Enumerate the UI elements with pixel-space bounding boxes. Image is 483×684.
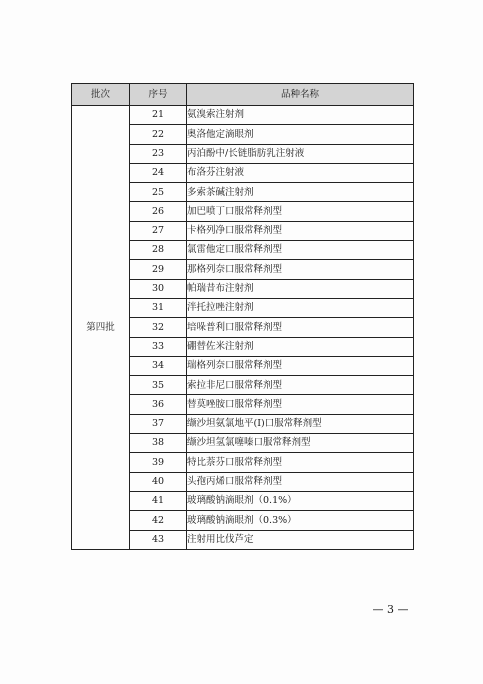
drug-name-cell: 索拉非尼口服常释剂型 — [187, 376, 414, 395]
serial-number-cell: 26 — [130, 202, 187, 221]
serial-number-cell: 24 — [130, 163, 187, 182]
serial-number-cell: 29 — [130, 260, 187, 279]
drug-name-cell: 丙泊酚中/长链脂肪乳注射液 — [187, 144, 414, 163]
header-drug-name: 品种名称 — [187, 84, 414, 106]
drug-name-cell: 奥洛他定滴眼剂 — [187, 125, 414, 144]
serial-number-cell: 22 — [130, 125, 187, 144]
drug-name-cell: 硼替佐米注射剂 — [187, 337, 414, 356]
serial-number-cell: 33 — [130, 337, 187, 356]
drug-name-cell: 那格列奈口服常释剂型 — [187, 260, 414, 279]
serial-number-cell: 34 — [130, 356, 187, 375]
drug-name-cell: 缬沙坦氨氯地平(Ⅰ)口服常释剂型 — [187, 414, 414, 433]
header-batch: 批次 — [72, 84, 130, 106]
serial-number-cell: 43 — [130, 530, 187, 549]
serial-number-cell: 39 — [130, 453, 187, 472]
serial-number-cell: 28 — [130, 241, 187, 260]
serial-number-cell: 25 — [130, 183, 187, 202]
serial-number-cell: 37 — [130, 414, 187, 433]
drug-name-cell: 加巴喷丁口服常释剂型 — [187, 202, 414, 221]
serial-number-cell: 42 — [130, 511, 187, 530]
table-header-row — [72, 84, 414, 106]
drug-name-cell: 替莫唑胺口服常释剂型 — [187, 395, 414, 414]
drug-name-cell: 玻璃酸钠滴眼剂（0.1%） — [187, 491, 414, 510]
serial-number-cell: 31 — [130, 298, 187, 317]
drug-name-cell: 氯雷他定口服常释剂型 — [187, 241, 414, 260]
drug-name-cell: 缬沙坦氢氯噻嗪口服常释剂型 — [187, 434, 414, 453]
drug-name-cell: 卡格列净口服常释剂型 — [187, 221, 414, 240]
serial-number-cell: 21 — [130, 106, 187, 125]
serial-number-cell: 41 — [130, 491, 187, 510]
drug-name-cell: 培哚普利口服常释剂型 — [187, 318, 414, 337]
serial-number-cell: 36 — [130, 395, 187, 414]
serial-number-cell: 32 — [130, 318, 187, 337]
serial-number-cell: 27 — [130, 221, 187, 240]
drug-name-cell: 氨溴索注射剂 — [187, 106, 414, 125]
serial-number-cell: 23 — [130, 144, 187, 163]
drug-name-cell: 瑞格列奈口服常释剂型 — [187, 356, 414, 375]
drug-name-cell: 头孢丙烯口服常释剂型 — [187, 472, 414, 491]
serial-number-cell: 35 — [130, 376, 187, 395]
table-row — [72, 106, 414, 125]
drug-name-cell: 注射用比伐芦定 — [187, 530, 414, 549]
drug-name-cell: 特比萘芬口服常释剂型 — [187, 453, 414, 472]
drug-name-cell: 多索茶碱注射剂 — [187, 183, 414, 202]
drug-name-cell: 帕瑞昔布注射剂 — [187, 279, 414, 298]
serial-number-cell: 40 — [130, 472, 187, 491]
serial-number-cell: 30 — [130, 279, 187, 298]
serial-number-cell: 38 — [130, 434, 187, 453]
drug-list-table — [71, 83, 414, 550]
table-body — [72, 106, 414, 550]
batch-cell: 第四批 — [72, 106, 130, 550]
header-serial-number: 序号 — [130, 84, 187, 106]
page-number: — 3 — — [372, 603, 409, 616]
drug-name-cell: 布洛芬注射液 — [187, 163, 414, 182]
drug-name-cell: 玻璃酸钠滴眼剂（0.3%） — [187, 511, 414, 530]
drug-name-cell: 泮托拉唑注射剂 — [187, 298, 414, 317]
